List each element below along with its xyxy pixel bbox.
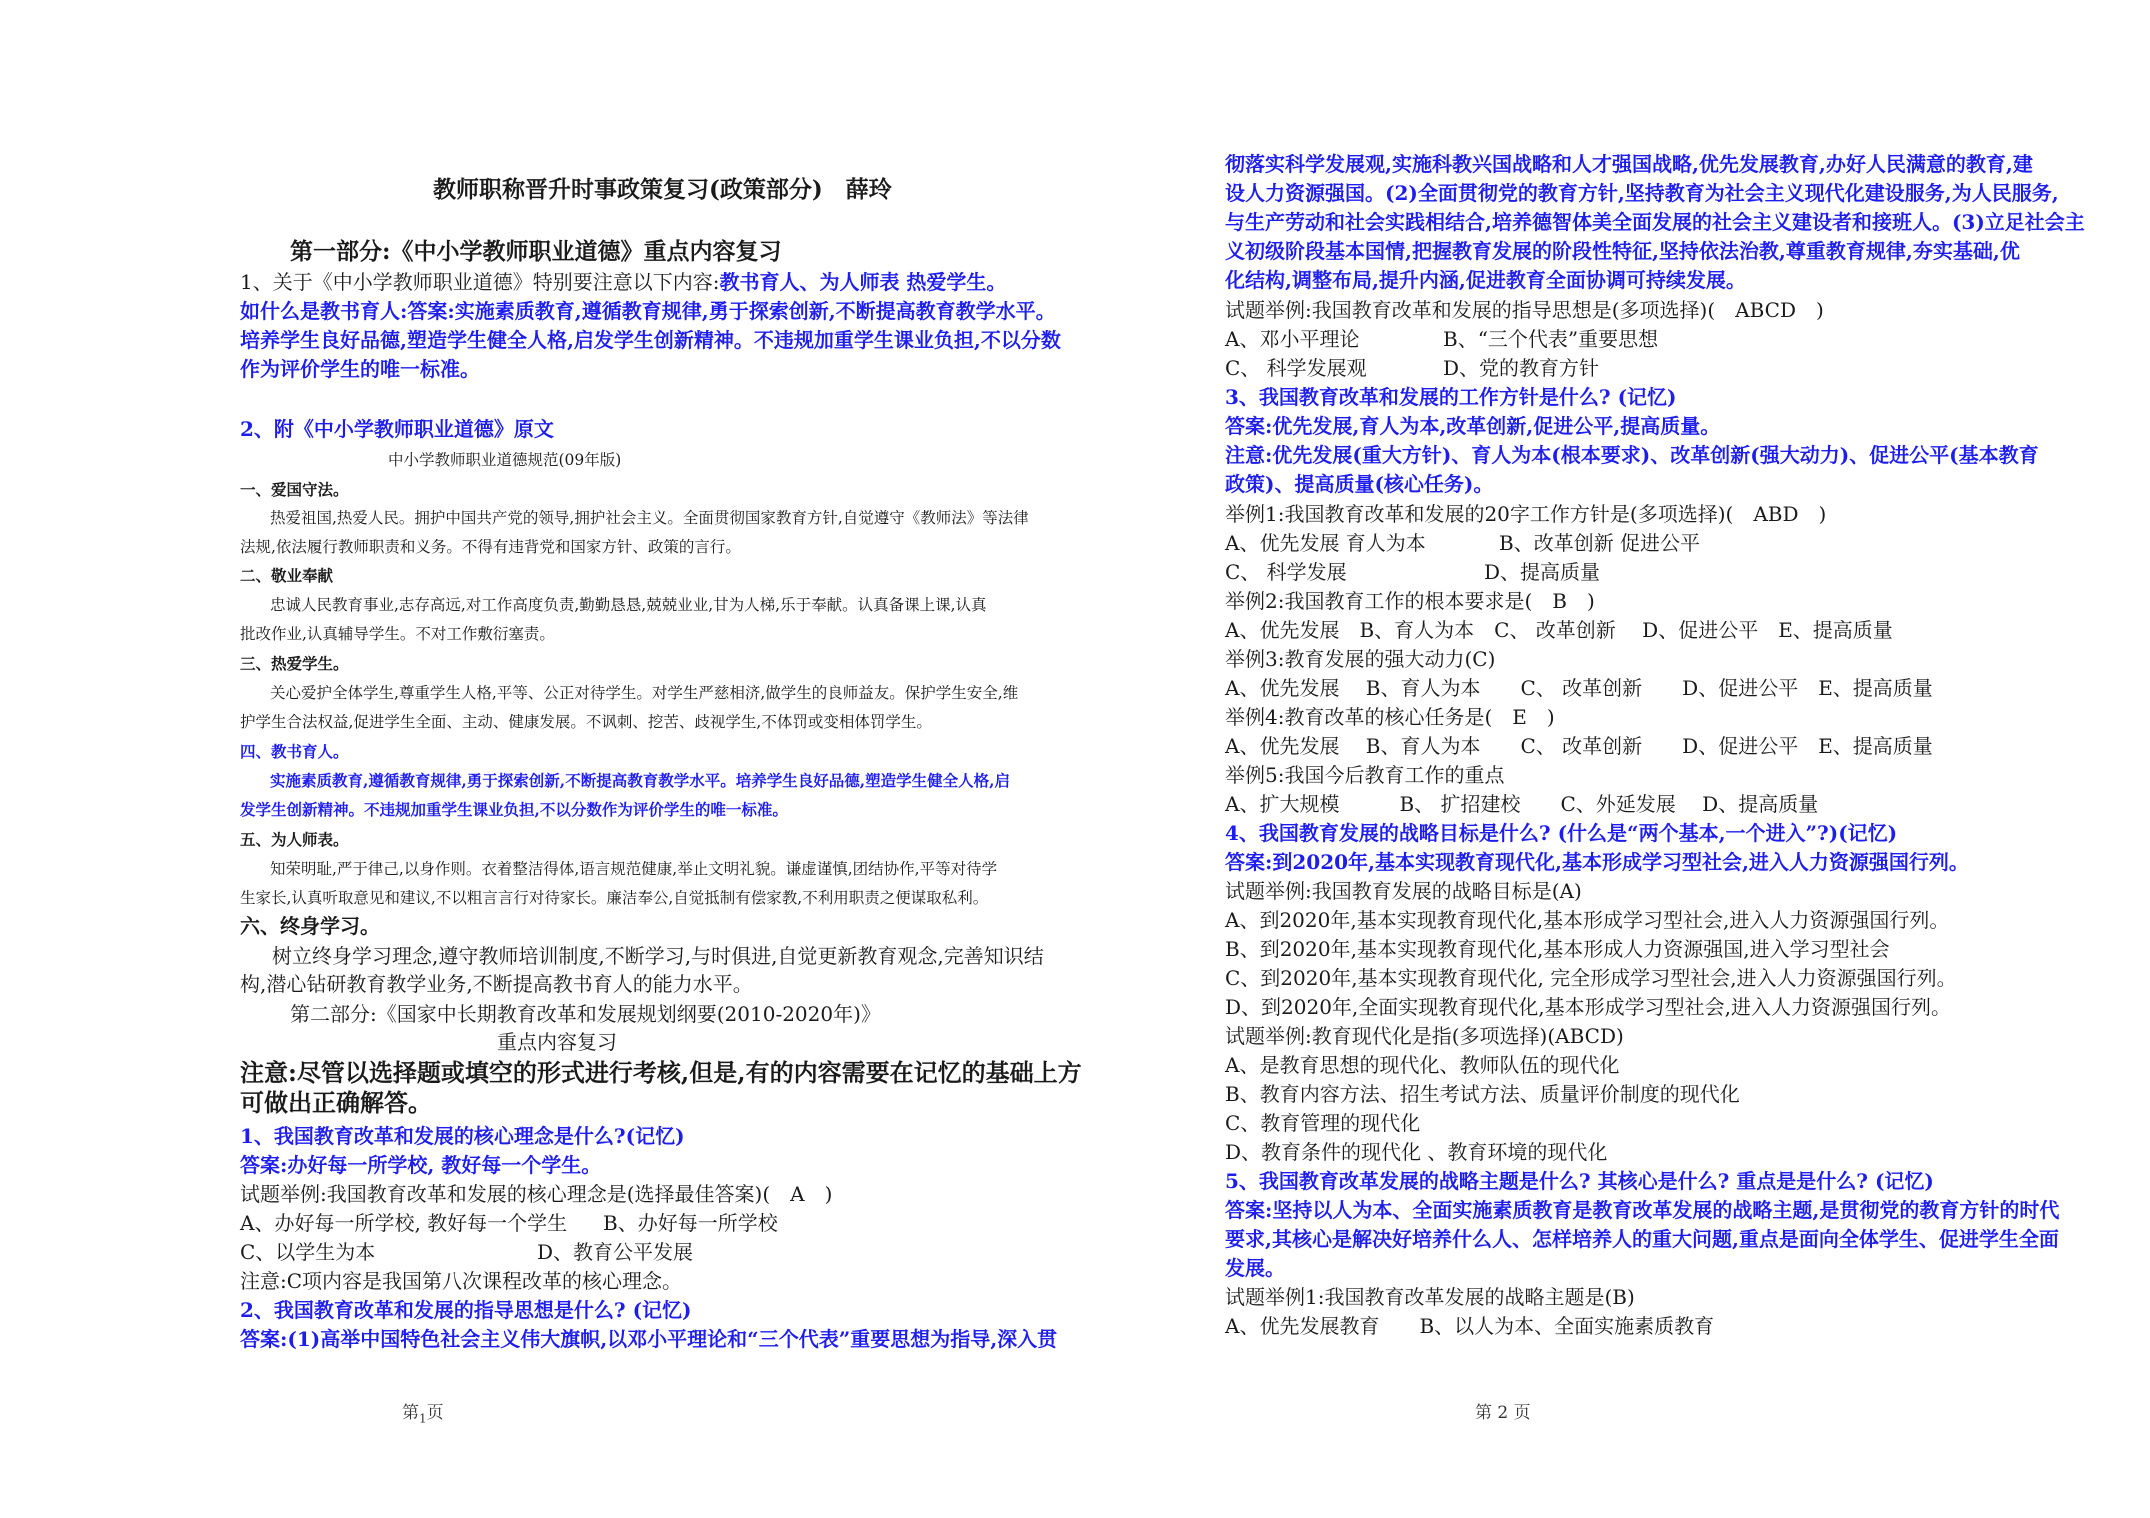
- question-3-answer: 答案:优先发展,育人为本,改革创新,促进公平,提高质量。: [1225, 414, 1721, 438]
- example-2-options: A、优先发展 B、育人为本 C、 改革创新 D、促进公平 E、提高质量: [1225, 618, 1893, 642]
- question-2-example: 试题举例:我国教育改革和发展的指导思想是(多项选择)( ABCD ): [1225, 298, 1824, 322]
- example-1-option-a: A、优先发展 育人为本: [1225, 531, 1426, 555]
- question-2-option-b: B、“三个代表”重要思想: [1443, 327, 1659, 351]
- section-3-line-2: 护学生合法权益,促进学生全面、主动、健康发展。不讽刺、挖苦、歧视学生,不体罚或变相体罚学生。: [240, 713, 932, 731]
- question-1-option-d: D、教育公平发展: [537, 1240, 694, 1264]
- section-3-line-1: 关心爱护全体学生,尊重学生人格,平等、公正对待学生。对学生严慈相济,做学生的良师益友。保护学生安全,维: [270, 684, 1019, 702]
- page-number-1: [402, 1398, 444, 1425]
- document-title: 教师职称晋升时事政策复习(政策部分) 薛玲: [433, 176, 892, 203]
- question-5-answer-line-2: 要求,其核心是解决好培养什么人、怎样培养人的重大问题,重点是面向全体学生、促进学生全面: [1225, 1227, 2059, 1251]
- question-4-example: 试题举例:我国教育发展的战略目标是(A): [1225, 879, 1582, 903]
- question-4-option-d: D、到2020年,全面实现教育现代化,基本形成学习型社会,进入人力资源强国行列。: [1225, 995, 1952, 1019]
- section-1-line-1: 热爱祖国,热爱人民。拥护中国共产党的领导,拥护社会主义。全面贯彻国家教育方针,自觉遵守《教师法》等法律: [270, 509, 1029, 527]
- question-1-option-c: C、以学生为本: [240, 1240, 376, 1264]
- question-1-example: 试题举例:我国教育改革和发展的核心理念是(选择最佳答案)( A ): [240, 1182, 833, 1206]
- question-2: 2、我国教育改革和发展的指导思想是什么? (记忆): [240, 1298, 692, 1322]
- example-4: 举例4:教育改革的核心任务是( E ): [1225, 705, 1555, 729]
- section-2-title: 二、敬业奉献: [240, 566, 334, 585]
- question-4-example-2-option-c: C、教育管理的现代化: [1225, 1111, 1421, 1135]
- continued-line-5: 化结构,调整布局,提升内涵,促进教育全面协调可持续发展。: [1225, 268, 1746, 292]
- section-3-title: 三、热爱学生。: [240, 654, 349, 673]
- part1-answer-line-3: 作为评价学生的唯一标准。: [240, 357, 480, 381]
- appendix-heading: 2、附《中小学教师职业道德》原文: [240, 417, 554, 441]
- part1-heading: 第一部分:《中小学教师职业道德》重点内容复习: [290, 238, 782, 265]
- question-5-options: A、优先发展教育 B、以人为本、全面实施素质教育: [1225, 1314, 1715, 1338]
- section-6-line-2: 构,潜心钻研教育教学业务,不断提高教书育人的能力水平。: [240, 972, 753, 996]
- part1-intro: [240, 268, 1006, 296]
- section-2-line-2: 批改作业,认真辅导学生。不对工作敷衍塞责。: [240, 625, 555, 643]
- question-3-note-line-2: 政策)、提高质量(核心任务)。: [1225, 472, 1494, 496]
- question-3: 3、我国教育改革和发展的工作方针是什么? (记忆): [1225, 385, 1677, 409]
- section-1-title: 一、爱国守法。: [240, 480, 349, 499]
- question-4-example-2-option-d: D、教育条件的现代化 、教育环境的现代化: [1225, 1140, 1608, 1164]
- part1-answer-line-2: 培养学生良好品德,塑造学生健全人格,启发学生创新精神。不违规加重学生课业负担,不以分数: [240, 328, 1061, 352]
- part2-heading-2: 重点内容复习: [497, 1030, 617, 1054]
- question-4-option-c: C、到2020年,基本实现教育现代化, 完全形成学习型社会,进入人力资源强国行列。: [1225, 966, 1957, 990]
- section-6-title: 六、终身学习。: [240, 914, 380, 938]
- continued-line-4: 义初级阶段基本国情,把握教育发展的阶段性特征,坚持依法治教,尊重教育规律,夯实基础,优: [1225, 239, 2020, 263]
- question-4-example-2: 试题举例:教育现代化是指(多项选择)(ABCD): [1225, 1024, 1624, 1048]
- section-4-line-1: 实施素质教育,遵循教育规律,勇于探索创新,不断提高教育教学水平。培养学生良好品德,塑造学生健全人格,启: [270, 771, 1010, 790]
- question-4-example-2-option-a: A、是教育思想的现代化、教师队伍的现代化: [1225, 1053, 1620, 1077]
- question-5-answer-line-1: 答案:坚持以人为本、全面实施素质教育是教育改革发展的战略主题,是贯彻党的教育方针的时代: [1225, 1198, 2060, 1222]
- question-4-example-2-option-b: B、教育内容方法、招生考试方法、质量评价制度的现代化: [1225, 1082, 1740, 1106]
- note-line-2: 可做出正确解答。: [240, 1088, 432, 1117]
- question-4-answer: 答案:到2020年,基本实现教育现代化,基本形成学习型社会,进入人力资源强国行列。: [1225, 850, 1969, 874]
- question-1: 1、我国教育改革和发展的核心理念是什么?(记忆): [240, 1124, 685, 1148]
- question-4-option-a: A、到2020年,基本实现教育现代化,基本形成学习型社会,进入人力资源强国行列。: [1225, 908, 1950, 932]
- question-4-option-b: B、到2020年,基本实现教育现代化,基本形成人力资源强国,进入学习型社会: [1225, 937, 1890, 961]
- question-2-answer-start: 答案:(1)高举中国特色社会主义伟大旗帜,以邓小平理论和“三个代表”重要思想为指导,深入贯: [240, 1327, 1058, 1351]
- part1-answer-line-1: 如什么是教书育人:答案:实施素质教育,遵循教育规律,勇于探索创新,不断提高教育教学水平。: [240, 299, 1056, 323]
- question-3-note-line-1: 注意:优先发展(重大方针)、育人为本(根本要求)、改革创新(强大动力)、促进公平(基本教育: [1225, 443, 2039, 467]
- example-2: 举例2:我国教育工作的根本要求是( B ): [1225, 589, 1595, 613]
- example-3-options: A、优先发展 B、育人为本 C、 改革创新 D、促进公平 E、提高质量: [1225, 676, 1933, 700]
- part1-intro-key: 教书育人、为人师表 热爱学生。: [719, 270, 1007, 294]
- section-5-title: 五、为人师表。: [240, 830, 349, 849]
- question-4: 4、我国教育发展的战略目标是什么? (什么是“两个基本,一个进入”?)(记忆): [1225, 821, 1898, 845]
- section-4-line-2: 发学生创新精神。不违规加重学生课业负担,不以分数作为评价学生的唯一标准。: [240, 800, 788, 819]
- page-2: [1075, 0, 2150, 1518]
- question-1-note: 注意:C项内容是我国第八次课程改革的核心理念。: [240, 1269, 683, 1293]
- question-1-option-a: A、办好每一所学校, 教好每一个学生: [240, 1211, 568, 1235]
- example-1: 举例1:我国教育改革和发展的20字工作方针是(多项选择)( ABD ): [1225, 502, 1827, 526]
- part2-heading-1: 第二部分:《国家中长期教育改革和发展规划纲要(2010-2020年)》: [290, 1002, 881, 1026]
- question-2-option-c: C、 科学发展观: [1225, 356, 1367, 380]
- example-1-option-c: C、 科学发展: [1225, 560, 1347, 584]
- example-5: 举例5:我国今后教育工作的重点: [1225, 763, 1505, 787]
- example-4-options: A、优先发展 B、育人为本 C、 改革创新 D、促进公平 E、提高质量: [1225, 734, 1933, 758]
- section-5-line-1: 知荣明耻,严于律己,以身作则。衣着整洁得体,语言规范健康,举止文明礼貌。谦虚谨慎,团结协作,平等对待学: [270, 860, 998, 878]
- page-number-digit: 1: [419, 1411, 427, 1426]
- section-1-line-2: 法规,依法履行教师职责和义务。不得有违背党和国家方针、政策的言行。: [240, 538, 741, 556]
- question-2-option-a: A、邓小平理论: [1225, 327, 1360, 351]
- question-5: 5、我国教育改革发展的战略主题是什么? 其核心是什么? 重点是是什么? (记忆): [1225, 1169, 1934, 1193]
- part1-intro-text: 1、关于《中小学教师职业道德》特别要注意以下内容:: [240, 270, 720, 294]
- continued-line-2: 设人力资源强国。(2)全面贯彻党的教育方针,坚持教育为社会主义现代化建设服务,为人民服务,: [1225, 181, 2059, 205]
- code-title: 中小学教师职业道德规范(09年版): [388, 451, 622, 469]
- note-line-1: 注意:尽管以选择题或填空的形式进行考核,但是,有的内容需要在记忆的基础上方: [240, 1058, 1082, 1087]
- section-2-line-1: 忠诚人民教育事业,志存高远,对工作高度负责,勤勤恳恳,兢兢业业,甘为人梯,乐于奉献。认真备课上课,认真: [270, 596, 987, 614]
- page-number-2: 第 2 页: [1475, 1403, 1531, 1423]
- continued-line-1: 彻落实科学发展观,实施科教兴国战略和人才强国战略,优先发展教育,办好人民满意的教育,建: [1225, 152, 2033, 176]
- question-1-answer: 答案:办好每一所学校, 教好每一个学生。: [240, 1153, 602, 1177]
- example-1-option-b: B、改革创新 促进公平: [1499, 531, 1701, 555]
- section-6-line-1: 树立终身学习理念,遵守教师培训制度,不断学习,与时俱进,自觉更新教育观念,完善知识结: [272, 944, 1044, 968]
- page-number-prefix: 第: [402, 1403, 419, 1423]
- question-1-option-b: B、办好每一所学校: [603, 1211, 778, 1235]
- continued-line-3: 与生产劳动和社会实践相结合,培养德智体美全面发展的社会主义建设者和接班人。(3)立足社会主: [1225, 210, 2085, 234]
- example-5-options: A、扩大规模 B、 扩招建校 C、外延发展 D、提高质量: [1225, 792, 1819, 816]
- section-5-line-2: 生家长,认真听取意见和建议,不以粗言言行对待家长。廉洁奉公,自觉抵制有偿家教,不利用职责之便谋取私利。: [240, 889, 989, 907]
- question-5-answer-line-3: 发展。: [1225, 1256, 1285, 1280]
- question-2-option-d: D、党的教育方针: [1443, 356, 1600, 380]
- section-4-title: 四、教书育人。: [240, 742, 349, 761]
- question-5-example: 试题举例1:我国教育改革发展的战略主题是(B): [1225, 1285, 1635, 1309]
- example-1-option-d: D、提高质量: [1484, 560, 1601, 584]
- page-number-suffix: 页: [426, 1403, 444, 1423]
- example-3: 举例3:教育发展的强大动力(C): [1225, 647, 1496, 671]
